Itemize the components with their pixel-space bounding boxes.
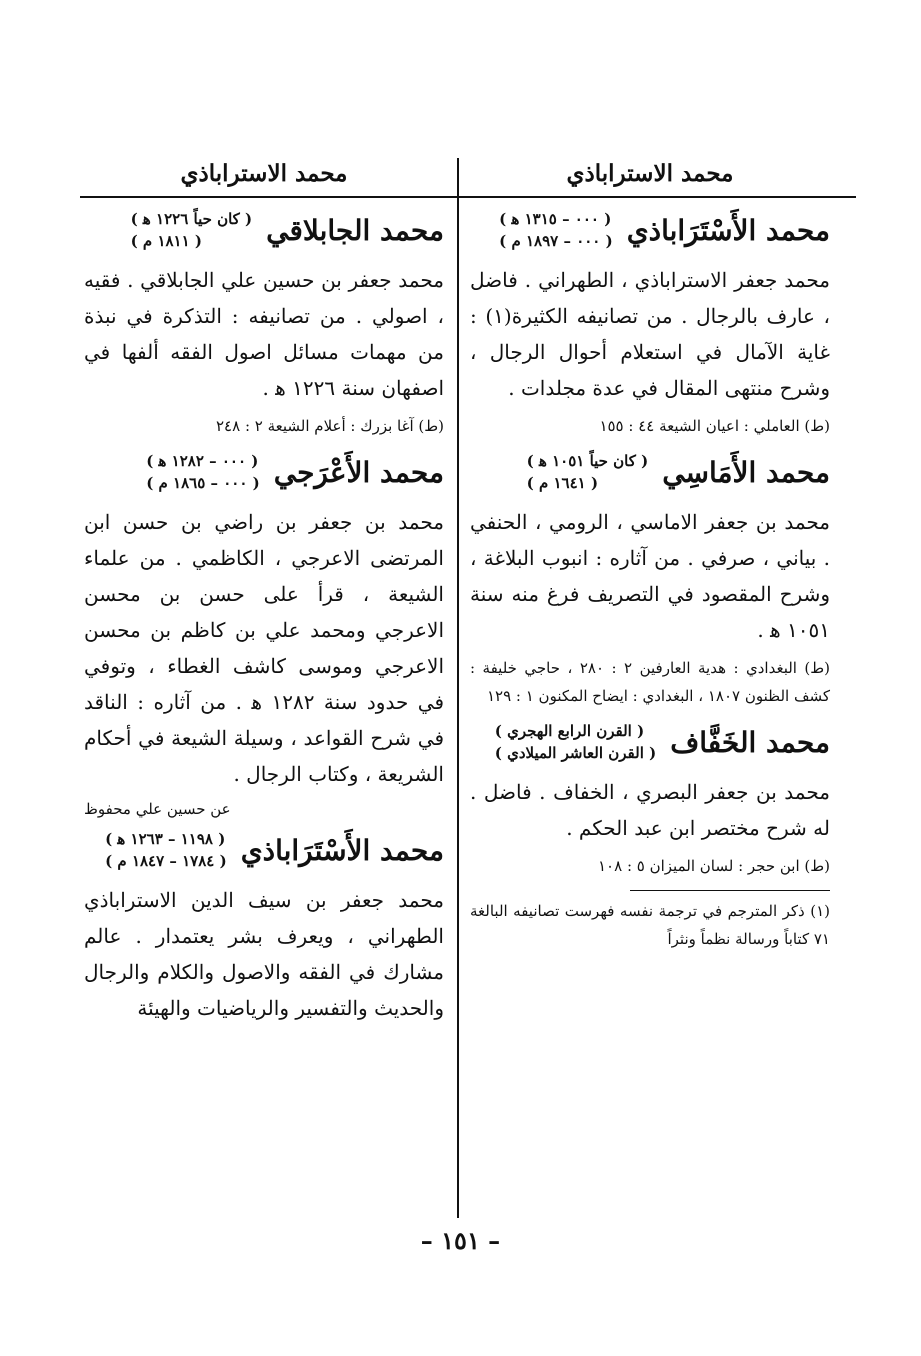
- date-hijri: ( ٠٠٠ – ١٢٨٢ ﻫ ): [146, 452, 259, 470]
- entry-name: محمد الأَسْتَرَاباذي: [240, 833, 444, 867]
- entry-name: محمد الأَعْرَجي: [273, 455, 444, 489]
- date-hijri: ( ١١٩٨ – ١٢٦٣ ﻫ ): [105, 830, 226, 848]
- entry-dates: [146, 450, 260, 494]
- entry: [84, 208, 444, 440]
- entry-source: (ط) ابن حجر : لسان الميزان ٥ : ١٠٨: [598, 857, 830, 875]
- running-head-right: محمد الاستراباذي: [566, 160, 734, 187]
- entry-source: (ط) آغا بزرك : أعلام الشيعة ٢ : ٢٤٨: [216, 417, 444, 435]
- entry-heading: [470, 450, 830, 494]
- column-divider: [457, 158, 459, 1218]
- left-column: [84, 200, 444, 1026]
- date-hijri: ( كان حياً ١٢٢٦ ﻫ ): [130, 210, 253, 228]
- date-hijri: ( القرن الرابع الهجري ): [494, 722, 645, 740]
- page-number: – ١٥١ –: [420, 1226, 501, 1255]
- date-gregorian: ( ١٦٤١ م ): [526, 474, 599, 492]
- header-rule: [80, 196, 856, 198]
- date-gregorian: ( القرن العاشر الميلادي ): [494, 744, 657, 762]
- entry-body: محمد جعفر بن حسين علي الجابلاقي . فقيه ، اصولي . من تصانيفه : التذكرة في نبذة من مهمات مسائل اصول الفقه ألفها في اصفهان سنة ١٢٢٦ ﻫ .: [84, 268, 444, 400]
- entry-source: (ط) العاملي : اعيان الشيعة ٤٤ : ١٥٥: [599, 417, 830, 435]
- entry-body: محمد بن جعفر البصري ، الخفاف . فاضل . له شرح مختصر ابن عبد الحكم .: [470, 780, 830, 840]
- entry-heading: [470, 720, 830, 764]
- entry: [84, 450, 444, 818]
- entry-dates: [499, 208, 613, 252]
- entry-body: محمد بن جعفر بن راضي بن حسن ابن المرتضى الاعرجي ، الكاظمي . من علماء الشيعة ، قرأ على حسن بن محسن الاعرجي ومحمد علي بن كاظم بن محسن الاعرجي وموسى كاشف الغطاء ، وتوفي في حدود سنة ١٢٨٢ ﻫ . من آثاره : الناقد في شرح القواعد ، وسيلة الشيعة في أحكام الشريعة ، وكتاب الرجال .: [84, 510, 444, 786]
- date-gregorian: ( ٠٠٠ – ١٨٩٧ م ): [499, 232, 613, 250]
- right-column: [470, 200, 830, 953]
- entry: [84, 828, 444, 1026]
- date-hijri: ( كان حياً ١٠٥١ ﻫ ): [526, 452, 649, 470]
- entry: [470, 720, 830, 880]
- entry-heading: [84, 828, 444, 872]
- entry-body: محمد بن جعفر الاماسي ، الرومي ، الحنفي . بياني ، صرفي . من آثاره : انبوب البلاغة ، وشرح المقصود في التصريف فرغ منه سنة ١٠٥١ ﻫ .: [470, 510, 830, 642]
- entry-dates: [105, 828, 227, 872]
- entry-name: محمد الجابلاقي: [266, 213, 444, 247]
- date-gregorian: ( ١٨١١ م ): [130, 232, 202, 250]
- entry-body: محمد جعفر بن سيف الدين الاستراباذي الطهراني ، ويعرف بشر يعتمدار . عالم مشارك في الفقه والاصول والكلام والرجال والحديث والتفسير والرياضيات والهيئة: [84, 888, 444, 1020]
- entry-body: محمد جعفر الاستراباذي ، الطهراني . فاضل ، عارف بالرجال . من تصانيفه الكثيرة(١) : غاية الآمال في استعلام أحوال الرجال ، وشرح منتهى المقال في عدة مجلدات .: [470, 268, 830, 400]
- entry-dates: [495, 720, 656, 764]
- footnote-rule: [630, 890, 830, 891]
- date-hijri: ( ٠٠٠ – ١٣١٥ ﻫ ): [499, 210, 612, 228]
- entry-name: محمد الأَسْتَرَاباذي: [626, 213, 830, 247]
- running-head-left: محمد الاستراباذي: [180, 160, 348, 187]
- entry-heading: [470, 208, 830, 252]
- entry-name: محمد الخَفَّاف: [670, 725, 830, 759]
- entry-source: (ط) البغدادي : هدية العارفين ٢ : ٢٨٠ ، حاجي خليفة : كشف الظنون ١٨٠٧ ، البغدادي : ايضاح المكنون ١ : ١٢٩: [470, 659, 831, 705]
- entry: [470, 208, 830, 440]
- entry-dates: [131, 208, 253, 252]
- date-gregorian: ( ٠٠٠ – ١٨٦٥ م ): [146, 474, 260, 492]
- entry-note: عن حسين علي محفوظ: [84, 800, 231, 818]
- entry-heading: [84, 208, 444, 252]
- entry-heading: [84, 450, 444, 494]
- entry-dates: [527, 450, 649, 494]
- footnote: (١) ذكر المترجم في ترجمة نفسه فهرست تصانيفه البالغة ٧١ كتاباً ورسالة نظماً ونثراً: [470, 902, 830, 948]
- entry-name: محمد الأَمَاسِي: [662, 455, 830, 489]
- entry: [470, 450, 830, 710]
- date-gregorian: ( ١٧٨٤ – ١٨٤٧ م ): [105, 852, 227, 870]
